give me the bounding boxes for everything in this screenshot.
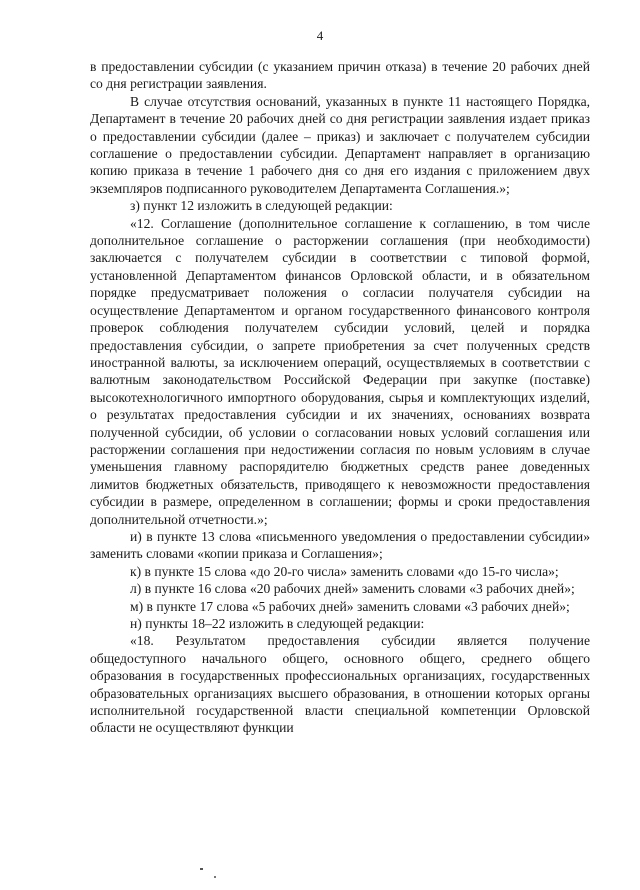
paragraph-point-12: «12. Соглашение (дополнительное соглашение к соглашению, в том числе дополнительное соглашение о расторжении соглашения (при необходимости) заключается с получателем субсидии в соответствии с типовой формой, установленной Департаментом финансов Орловской области, и в обязательном порядке предусматривает положения о согласии получателя субсидии на осуществление Департаментом и органом государственного финансового контроля проверок соблюдения получателем субсидии условий, целей и порядка предоставления субсидии, о запрете приобретения за счет полученных средств иностранной валюты, за исключением операций, осуществляемых в соответствии с валютным законодательством Российской Федерации при закупке (поставке) высокотехнологичного импортного оборудования, сырья и комплектующих изделий, о результатах предоставления субсидии и их значениях, основаниях возврата полученной субсидии, об условии о согласовании новых условий соглашения или расторжении соглашения при недостижении согласия по новым условиям в случае уменьшения главному распорядителю бюджетных средств ранее доведенных лимитов бюджетных обязательств, приводящего к невозможности предоставления субсидии в размере, определенном в соглашении; формы и сроки предоставления дополнительной отчетности.»; (90, 215, 590, 527)
document-body (90, 58, 590, 737)
paragraph-no-grounds: В случае отсутствия оснований, указанных в пункте 11 настоящего Порядка, Департамент в течение 20 рабочих дней со дня регистрации заявления издает приказ о предоставлении субсидии (далее – приказ) и заключает с получателем субсидии соглашение о предоставлении субсидии. Департамент направляет в организацию копию приказа в течение 1 рабочего дня со дня его издания с приложением двух экземпляров подписанного руководителем Департамента Соглашения.»; (90, 93, 590, 196)
paragraph-item-z: з) пункт 12 изложить в следующей редакции: (130, 198, 393, 214)
paragraph-point-18: «18. Результатом предоставления субсидии является получение общедоступного начального общего, основного общего, среднего общего образования в государственных профессиональных организациях, государственных образовательных организациях высшего образования, в отношении которых органы исполнительной государственной власти специальной компетенции Орловской области не осуществляют функции (90, 633, 590, 736)
paragraph-item-n: н) пункты 18–22 изложить в следующей редакции: (130, 616, 425, 631)
paragraph-item-k: к) в пункте 15 слова «до 20-го числа» заменить словами «до 15-го числа»; (130, 563, 559, 579)
scan-speck (200, 868, 203, 870)
paragraph-continuation: в предоставлении субсидии (с указанием причин отказа) в течение 20 рабочих дней со дня регистрации заявления. (90, 59, 590, 92)
paragraph-item-l: л) в пункте 16 слова «20 рабочих дней» заменить словами «3 рабочих дней»; (130, 581, 575, 597)
page-number: 4 (316, 28, 324, 43)
paragraph-item-m: м) в пункте 17 слова «5 рабочих дней» заменить словами «3 рабочих дней»; (130, 598, 570, 614)
paragraph-item-i: и) в пункте 13 слова «письменного уведомления о предоставлении субсидии» заменить словами «копии приказа и Соглашения»; (90, 528, 590, 562)
scan-speck (214, 876, 216, 878)
